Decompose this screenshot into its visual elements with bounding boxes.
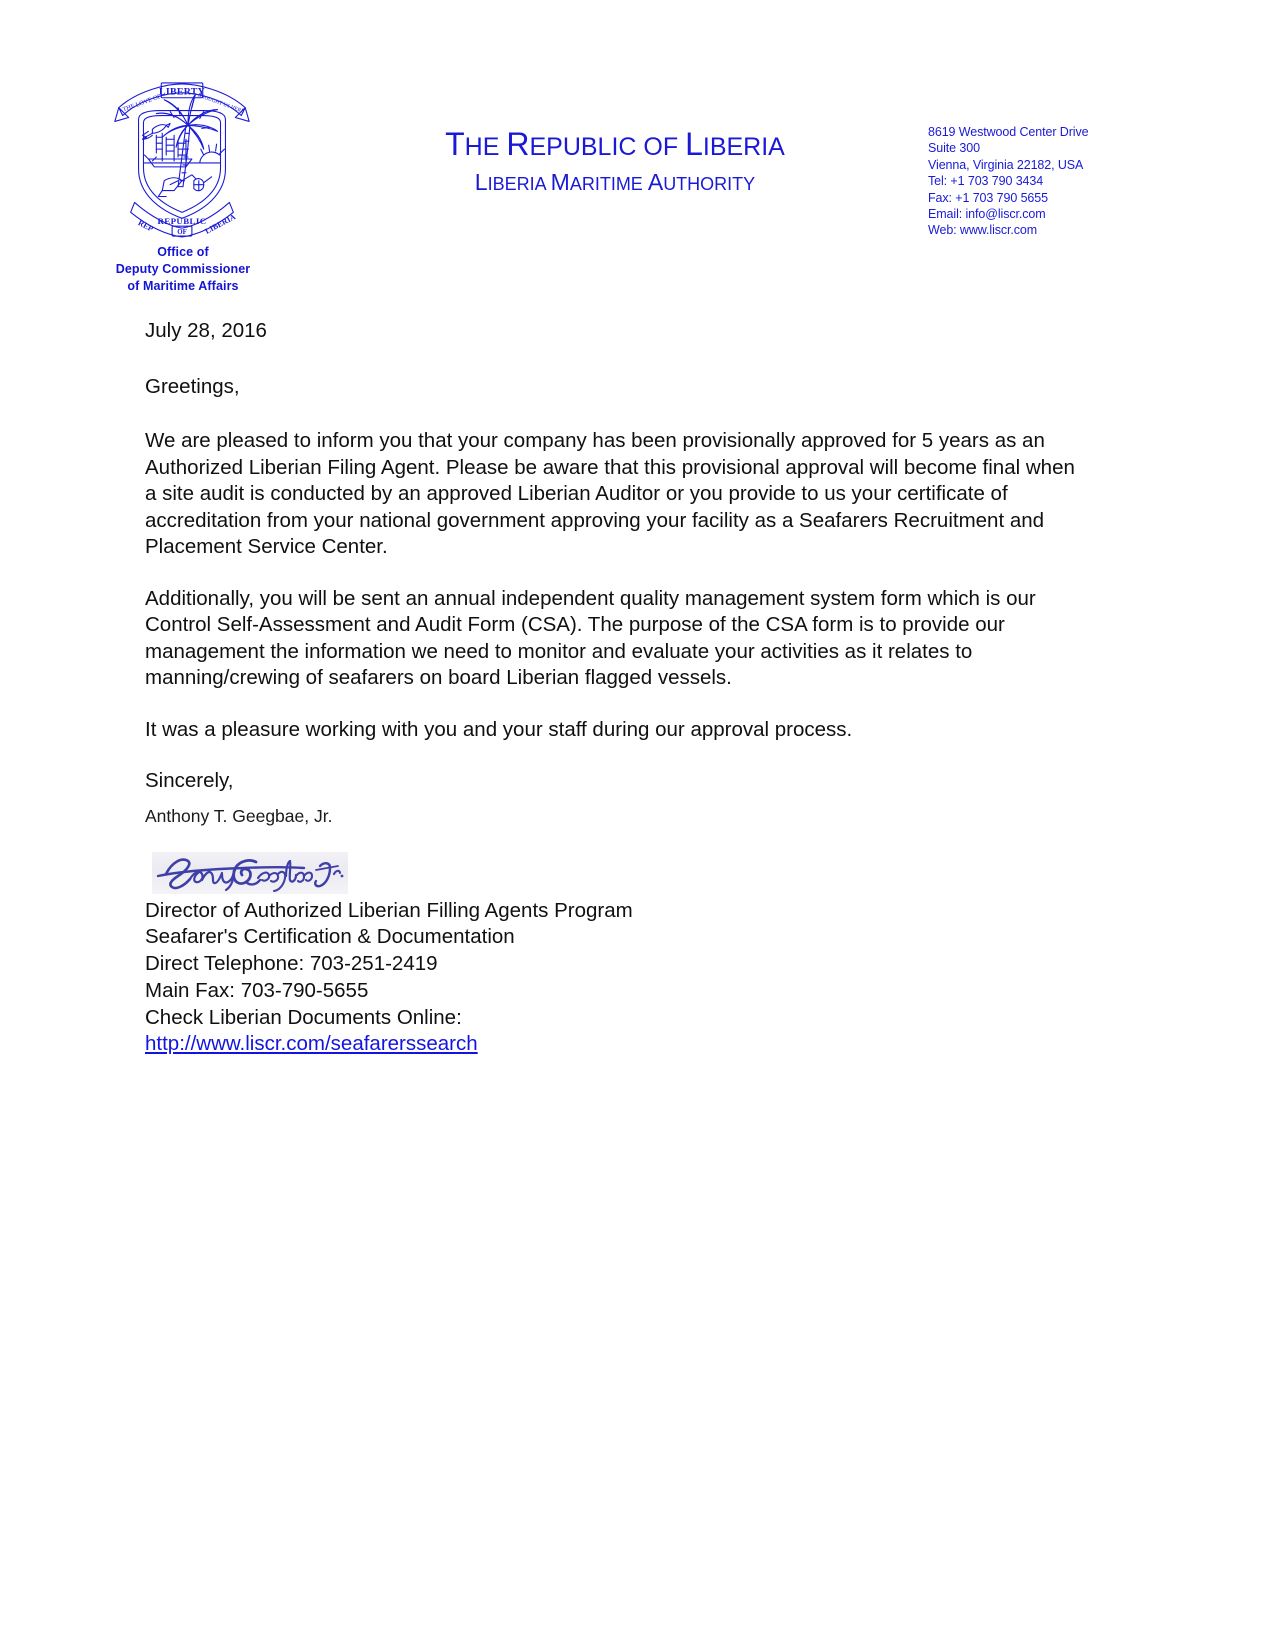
signature-block-phone: Direct Telephone: 703-251-2419 xyxy=(145,952,438,976)
subtitle-word-2-rest: ARITIME xyxy=(569,174,643,194)
svg-text:BROUGHT US HERE: BROUGHT US HERE xyxy=(196,92,245,115)
liberia-coat-of-arms-seal-icon xyxy=(108,78,256,238)
letter-paragraph-1: We are pleased to inform you that your company has been provisionally approved for 5 years as an Authorized Liberian Filing Agent. Please be aware that this provisional approval will become final when a site audit is conducted by an approved Liberian Auditor or you provide to us your certificate of accreditation from your national government approving your facility as a Seafarers Recruitment and Placement Service Center. xyxy=(145,429,1075,558)
title-word-1-cap: T xyxy=(445,126,465,162)
signature-block xyxy=(145,898,1080,1059)
letterhead xyxy=(0,0,1275,300)
address-line-city: Vienna, Virginia 22182, USA xyxy=(928,157,1084,172)
signature-block-title: Director of Authorized Liberian Filling Agents Program xyxy=(145,898,633,922)
organization-subtitle xyxy=(370,170,860,196)
subtitle-word-1-rest: IBERIA xyxy=(487,174,546,194)
address-line-street: 8619 Westwood Center Drive xyxy=(928,125,1089,139)
subtitle-word-3-cap: A xyxy=(647,169,664,195)
handwritten-signature-icon xyxy=(152,852,348,894)
organization-title xyxy=(370,128,860,163)
svg-text:REP: REP xyxy=(136,218,155,234)
subtitle-word-3-rest: UTHORITY xyxy=(663,174,756,194)
title-word-2-cap: R xyxy=(506,126,530,162)
svg-text:THE LOVE OF: THE LOVE OF xyxy=(121,93,163,114)
subtitle-word-2-cap: M xyxy=(550,169,570,195)
title-word-4-rest: IBERIA xyxy=(702,133,785,161)
signature-block-fax: Main Fax: 703-790-5655 xyxy=(145,978,369,1002)
signature-block-dept: Seafarer's Certification & Documentation xyxy=(145,925,515,949)
address-block xyxy=(928,124,1088,239)
office-caption xyxy=(108,244,258,295)
title-word-2-rest: EPUBLIC xyxy=(529,133,637,161)
title-word-3-rest: OF xyxy=(643,133,679,161)
signature-image xyxy=(152,852,348,894)
letter-salutation: Greetings, xyxy=(145,374,240,398)
letter-body xyxy=(145,318,1080,1058)
svg-text:LIBERIA: LIBERIA xyxy=(203,212,238,236)
letter-valediction: Sincerely, xyxy=(145,769,234,792)
signature-block-check: Check Liberian Documents Online: xyxy=(145,1005,462,1029)
svg-text:LIBERTY: LIBERTY xyxy=(158,86,206,98)
letter-date: July 28, 2016 xyxy=(145,319,267,342)
title-word-1-rest: HE xyxy=(464,133,500,161)
office-caption-line-1: Office of xyxy=(157,245,209,259)
signer-name: Anthony T. Geegbae, Jr. xyxy=(145,805,333,826)
seal-block xyxy=(108,78,258,295)
office-caption-line-2: Deputy Commissioner xyxy=(115,262,251,276)
title-word-4-cap: L xyxy=(685,126,703,162)
svg-text:REPUBLIC: REPUBLIC xyxy=(157,216,207,227)
address-line-fax: Fax: +1 703 790 5655 xyxy=(928,190,1048,205)
address-line-suite: Suite 300 xyxy=(928,141,980,156)
subtitle-word-1-cap: L xyxy=(474,169,488,195)
svg-text:OF: OF xyxy=(177,229,187,237)
address-line-email: Email: info@liscr.com xyxy=(928,207,1046,222)
letter-paragraph-3: It was a pleasure working with you and your staff during our approval process. xyxy=(145,717,853,741)
address-line-web: Web: www.liscr.com xyxy=(928,223,1038,238)
organization-title-block xyxy=(370,128,860,196)
seafarers-search-link[interactable]: http://www.liscr.com/seafarerssearch xyxy=(145,1032,478,1056)
office-caption-line-3: of Maritime Affairs xyxy=(127,279,239,293)
address-line-tel: Tel: +1 703 790 3434 xyxy=(928,174,1044,189)
letter-paragraph-2: Additionally, you will be sent an annual independent quality management system form which is our Control Self-Assessment and Audit Form (CSA). The purpose of the CSA form is to provide our management the information we need to monitor and evaluate your activities as it relates to manning/crewing of seafarers on board Liberian flagged vessels. xyxy=(145,586,1036,689)
